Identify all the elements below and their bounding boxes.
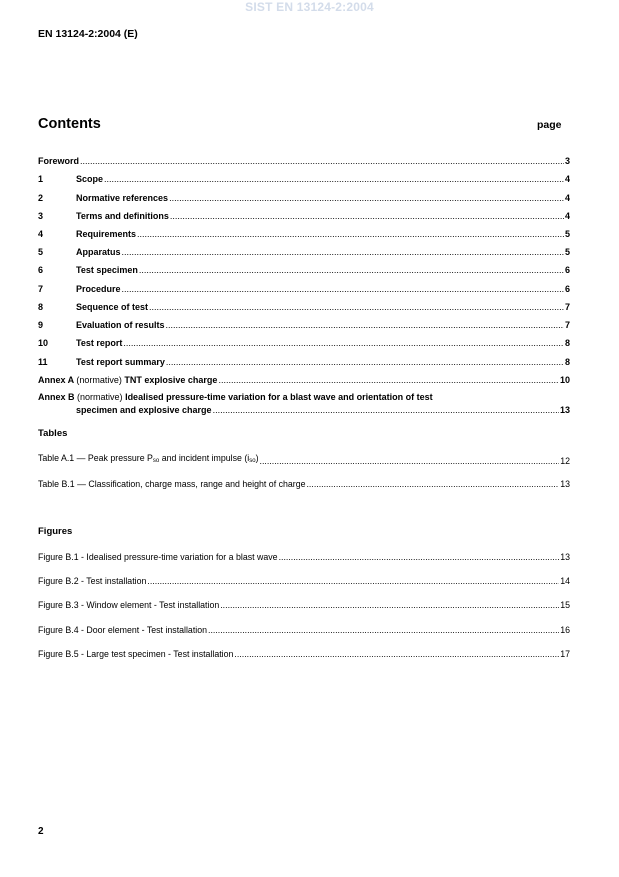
toc-entry-title: Evaluation of results	[76, 320, 165, 330]
leader-dots	[213, 404, 559, 416]
toc-annex-label	[38, 374, 217, 386]
watermark: SIST EN 13124-2:2004	[245, 0, 374, 14]
tables-heading: Tables	[38, 428, 68, 439]
annex-a-type: (normative)	[76, 375, 122, 385]
subscript-so: so	[249, 458, 256, 464]
toc-entry-evaluation-of-results[interactable]	[38, 318, 570, 331]
toc-entry-page: 13	[559, 405, 570, 415]
annex-b-type: (normative)	[77, 392, 123, 402]
toc-entry-page: 3	[564, 156, 570, 166]
toc-entry-page: 8	[564, 338, 570, 348]
toc-entry-title: Terms and definitions	[76, 211, 169, 221]
table-a1-title	[38, 452, 259, 467]
toc-entry-number: 5	[38, 247, 44, 257]
leader-dots	[139, 264, 564, 276]
toc-entry-page: 16	[560, 625, 570, 635]
leader-dots	[149, 301, 564, 313]
table-a1-title-part2: and incident impulse (i	[159, 453, 250, 463]
toc-entry-annex-b-line2[interactable]	[76, 403, 570, 416]
leader-dots	[234, 648, 559, 660]
leader-dots	[166, 356, 564, 368]
toc-figure-b2[interactable]	[38, 574, 570, 587]
toc-entry-page: 7	[564, 320, 570, 330]
toc-entry-test-report[interactable]	[38, 336, 570, 349]
contents-title: Contents	[38, 116, 101, 132]
toc-entry-title: Test specimen	[76, 265, 138, 275]
toc-entry-annex-b-line1[interactable]	[38, 391, 433, 403]
toc-entry-requirements[interactable]	[38, 227, 570, 240]
toc-table-a1[interactable]	[38, 454, 570, 467]
toc-entry-page: 7	[564, 302, 570, 312]
toc-entry-annex-a[interactable]	[38, 373, 570, 386]
toc-entry-scope[interactable]	[38, 172, 570, 185]
toc-entry-title: Test report	[76, 338, 123, 348]
table-b1-title: Table B.1 — Classification, charge mass, range and height of charge	[38, 479, 306, 489]
toc-entry-page: 6	[564, 265, 570, 275]
toc-entry-page: 5	[564, 229, 570, 239]
toc-entry-page: 4	[564, 211, 570, 221]
leader-dots	[80, 155, 564, 167]
leader-dots	[122, 283, 564, 295]
page-column-label: page	[537, 119, 562, 131]
leader-dots	[123, 337, 564, 349]
figure-b5-title: Figure B.5 - Large test specimen - Test installation	[38, 649, 234, 659]
toc-entry-sequence-of-test[interactable]	[38, 300, 570, 313]
toc-entry-page: 15	[560, 600, 570, 610]
leader-dots	[218, 374, 559, 386]
leader-dots	[260, 455, 560, 467]
toc-table-b1[interactable]	[38, 477, 570, 490]
toc-entry-page: 10	[559, 375, 570, 385]
toc-entry-number: 11	[38, 357, 48, 367]
leader-dots	[104, 173, 564, 185]
toc-entry-page: 13	[560, 552, 570, 562]
table-a1-title-part1: Table A.1 — Peak pressure P	[38, 453, 153, 463]
document-id: EN 13124-2:2004 (E)	[38, 28, 138, 40]
toc-entry-number: 9	[38, 320, 44, 330]
toc-entry-title: Test report summary	[76, 357, 165, 367]
toc-figure-b3[interactable]	[38, 598, 570, 611]
toc-entry-title: Requirements	[76, 229, 137, 239]
annex-b-label: Annex B	[38, 392, 75, 402]
toc-figure-b4[interactable]	[38, 623, 570, 636]
toc-entry-number: 8	[38, 302, 44, 312]
leader-dots	[166, 319, 564, 331]
leader-dots	[279, 551, 560, 563]
toc-entry-title: Sequence of test	[76, 302, 149, 312]
toc-entry-number: 10	[38, 338, 49, 348]
leader-dots	[220, 599, 559, 611]
toc-entry-title: Scope	[76, 174, 104, 184]
toc-entry-terms-and-definitions[interactable]	[38, 209, 570, 222]
leader-dots	[208, 624, 559, 636]
leader-dots	[122, 246, 564, 258]
figure-b1-title: Figure B.1 - Idealised pressure-time variation for a blast wave	[38, 552, 278, 562]
toc-entry-page: 5	[564, 247, 570, 257]
toc-entry-page: 4	[564, 174, 570, 184]
toc-entry-page: 14	[560, 576, 570, 586]
toc-entry-test-report-summary[interactable]	[38, 355, 570, 368]
annex-a-label: Annex A	[38, 375, 74, 385]
toc-entry-title: Foreword	[38, 156, 80, 166]
leader-dots	[137, 228, 564, 240]
toc-entry-page: 6	[564, 284, 570, 294]
leader-dots	[306, 478, 559, 490]
toc-entry-page: 17	[560, 649, 570, 659]
toc-entry-normative-references[interactable]	[38, 191, 570, 204]
page-number: 2	[38, 826, 44, 837]
toc-entry-number: 4	[38, 229, 44, 239]
toc-entry-number: 3	[38, 211, 44, 221]
toc-figure-b1[interactable]	[38, 550, 570, 563]
toc-entry-page: 8	[564, 357, 570, 367]
leader-dots	[169, 192, 564, 204]
toc-entry-page: 4	[564, 193, 570, 203]
toc-entry-page: 13	[560, 479, 570, 489]
table-a1-title-part3: )	[255, 453, 259, 463]
figure-b2-title: Figure B.2 - Test installation	[38, 576, 147, 586]
toc-entry-test-specimen[interactable]	[38, 263, 570, 276]
annex-b-title-line1: Idealised pressure-time variation for a blast wave and orientation of test	[125, 392, 433, 402]
toc-entry-procedure[interactable]	[38, 282, 570, 295]
toc-entry-number: 2	[38, 193, 44, 203]
annex-b-title-line2: specimen and explosive charge	[76, 405, 212, 415]
annex-a-title: TNT explosive charge	[124, 375, 218, 385]
figure-b3-title: Figure B.3 - Window element - Test installation	[38, 600, 220, 610]
toc-entry-number: 1	[38, 174, 44, 184]
toc-figure-b5[interactable]	[38, 647, 570, 660]
toc-entry-apparatus[interactable]	[38, 245, 570, 258]
figure-b4-title: Figure B.4 - Door element - Test installation	[38, 625, 208, 635]
figures-heading: Figures	[38, 526, 73, 537]
leader-dots	[170, 210, 564, 222]
toc-entry-foreword[interactable]	[38, 154, 570, 167]
toc-entry-number: 7	[38, 284, 44, 294]
subscript-so: so	[152, 458, 160, 464]
toc-entry-title: Apparatus	[76, 247, 121, 257]
leader-dots	[147, 575, 559, 587]
toc-entry-page: 12	[560, 456, 570, 466]
toc-entry-title: Procedure	[76, 284, 121, 294]
toc-entry-number: 6	[38, 265, 44, 275]
toc-entry-title: Normative references	[76, 193, 169, 203]
